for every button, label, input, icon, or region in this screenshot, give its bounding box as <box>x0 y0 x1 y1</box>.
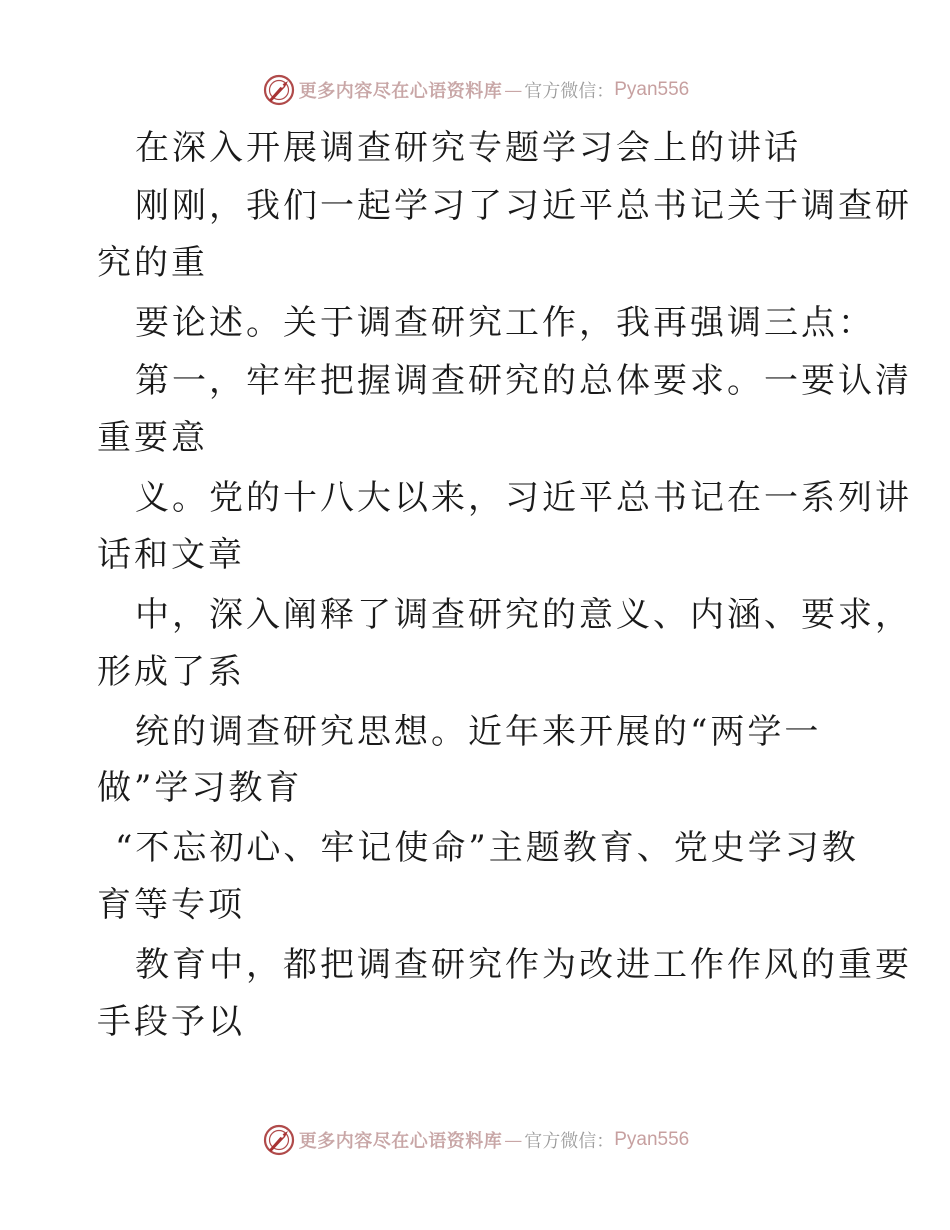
paragraph-line: 义。党的十八大以来，习近平总书记在一系列讲 <box>135 478 912 518</box>
paragraph-line: 中，深入阐释了调查研究的意义、内涵、要求， <box>135 595 912 635</box>
paragraph-line: 究的重 <box>97 243 208 283</box>
header-separator: — <box>504 79 523 101</box>
paragraph-line: 形成了系 <box>97 652 245 692</box>
paragraph-line: 教育中，都把调查研究作为改进工作作风的重要 <box>135 945 912 985</box>
paragraph-line: 第一，牢牢把握调查研究的总体要求。一要认清 <box>135 361 912 401</box>
document-title: 在深入开展调查研究专题学习会上的讲话 <box>135 128 801 168</box>
paragraph-line: 刚刚，我们一起学习了习近平总书记关于调查研 <box>135 186 912 226</box>
footer-wechat-label: 官方微信： <box>524 1131 615 1152</box>
paragraph-line: 统的调查研究思想。近年来开展的“两学一 <box>135 712 822 752</box>
paragraph-line: 要论述。关于调查研究工作，我再强调三点： <box>135 303 875 343</box>
footer-wechat-id: Pyan556 <box>614 1129 690 1150</box>
paragraph-line: 话和文章 <box>97 535 245 575</box>
header-brand-text: 更多内容尽在心语资料库 <box>298 81 503 102</box>
header-wechat-label: 官方微信： <box>524 81 615 102</box>
footer-separator: — <box>504 1129 523 1151</box>
header-banner <box>0 70 950 110</box>
paragraph-line: 重要意 <box>97 418 208 458</box>
footer-banner <box>0 1120 950 1160</box>
pen-nib-logo-icon <box>261 1122 297 1158</box>
pen-nib-logo-icon <box>261 72 297 108</box>
paragraph-line: 手段予以 <box>97 1002 245 1042</box>
paragraph-line: 育等专项 <box>97 885 245 925</box>
footer-brand-text: 更多内容尽在心语资料库 <box>298 1131 503 1152</box>
paragraph-line: “不忘初心、牢记使命”主题教育、党史学习教 <box>115 828 859 868</box>
header-wechat-id: Pyan556 <box>614 79 690 100</box>
paragraph-line: 做”学习教育 <box>97 768 303 808</box>
